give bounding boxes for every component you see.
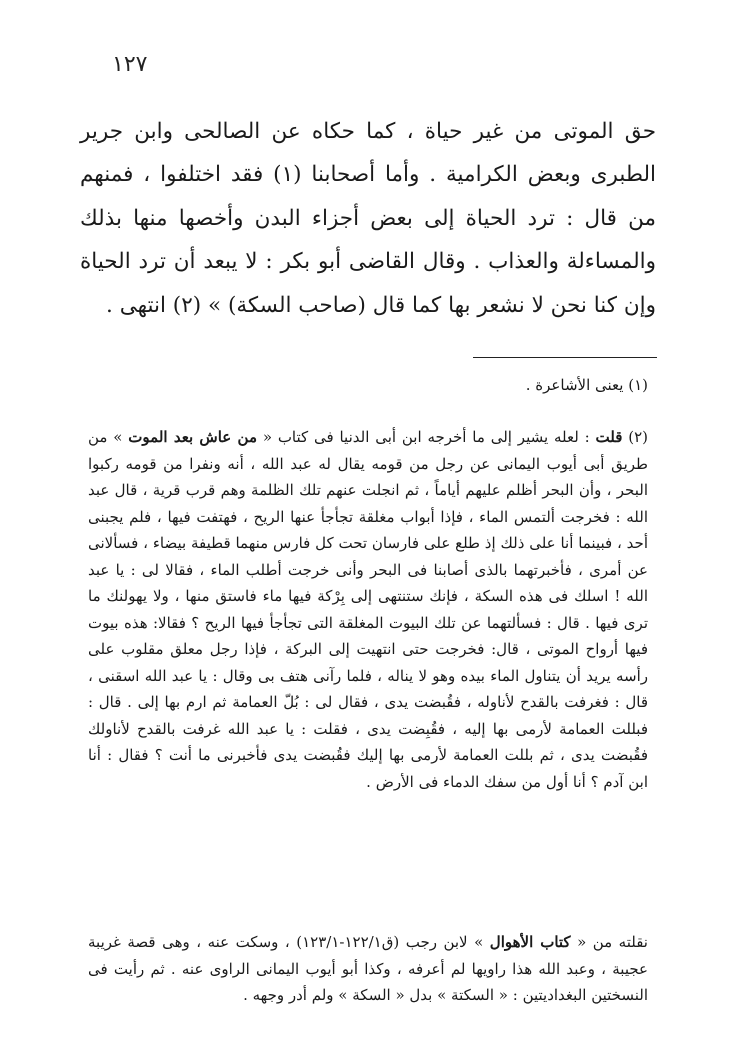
footnote-2-marker: (٢) bbox=[628, 428, 648, 446]
main-paragraph: حق الموتى من غير حياة ، كما حكاه عن الصالحى وابن جرير الطبرى وبعض الكرامية . وأما أصحابنا (١) فقد اختلفوا ، فمنهم من قال : ترد الحياة إلى بعض أجزاء البدن وأخصها منها بذلك والمساءلة والعذاب . وقال القاضى أبو بكر : لا يبعد أن ترد الحياة وإن كنا نحن لا نشعر بها كما قال (صاحب السكة) » (٢) انتهى . bbox=[80, 119, 657, 318]
source-note-paragraph bbox=[88, 929, 648, 1009]
source-note bbox=[88, 929, 648, 1009]
footnote-2-body: » من طريق أبى أيوب اليمانى عن رجل من قومه يقال له عبد الله ، أنه ونفرا من قومه ركبوا البحر ، وأن البحر أظلم عليهم أياماً ، ثم انجلت عنهم تلك الظلمة وهم قرب قرية ، قال عبد الله : فخرجت ألتمس الماء ، فإذا أبواب مغلقة تجأجأ عنها الريح ، فهتفت فيها ، فلم يجبنى أحد ، فبينما أنا على ذلك إذ طلع على فارسان تحت كل فارس منهما قطيفة بيضاء ، فسألانى عن أمرى ، فأخبرتهما بالذى أصابنا فى البحر وأنى خرجت أطلب الماء ، فقالا لى : يا عبد الله ! اسلك فى هذه السكة ، فإنك ستنتهى إلى بِرْكة فيها ماء فاستق منها ، ولا يهولنك ما ترى فيها . قال : فسألتهما عن تلك البيوت المغلقة التى تجأجأ فيها الريح ؟ فقالا: هذه بيوت فيها أرواح الموتى ، قال: فخرجت حتى انتهيت إلى البركة ، فإذا رجل معلق مقلوب على رأسه يريد أن يتناول الماء بيده وهو لا يناله ، فلما رآنى هتف بى وقال : يا عبد الله اسقنى ، قال : فغرفت بالقدح لأناوله ، فقُبضت يدى ، فقال لى : بُلّ العمامة ثم ارم بها إلى . قال : فبللت العمامة لأرمى بها إليه ، فقُبِضت يدى ، فقلت : يا عبد الله غرفت بالقدح لأناولك فقُبضت يدى ، ثم بللت العمامة لأرمى بها إليك فقُبضت يدى فأخبرنى ما أنت ؟ فقال : أنا ابن آدم ؟ أنا أول من سفك الدماء فى الأرض . bbox=[88, 428, 648, 791]
source-note-body: » لابن رجب (ق١٢٢/١-١٢٣/١) ، وسكت عنه ، وهى قصة غريبة عجيبة ، وعبد الله هذا راويها لم أعرفه ، وكذا أبو أيوب اليمانى الراوى عنه . ثم رأيت فى النسختين البغداديتين : « السكتة » بدل « السكة » ولم أدر وجهه . bbox=[88, 933, 648, 1004]
footnote-1 bbox=[88, 372, 648, 399]
footnote-separator bbox=[473, 357, 657, 358]
footnote-2 bbox=[88, 424, 648, 795]
source-note-book-title: كتاب الأهوال bbox=[489, 933, 571, 951]
footnote-2-lead: قلت bbox=[595, 428, 623, 446]
footnote-2-paragraph bbox=[88, 424, 648, 795]
page-number: ١٢٧ bbox=[112, 52, 148, 77]
footnote-2-intro: : لعله يشير إلى ما أخرجه ابن أبى الدنيا فى كتاب « bbox=[262, 428, 590, 446]
footnote-1-text: (١) يعنى الأشاعرة . bbox=[525, 376, 648, 394]
source-note-prefix: نقلته من « bbox=[577, 933, 648, 951]
main-text bbox=[80, 110, 656, 327]
footnote-2-book-title: من عاش بعد الموت bbox=[128, 428, 257, 446]
